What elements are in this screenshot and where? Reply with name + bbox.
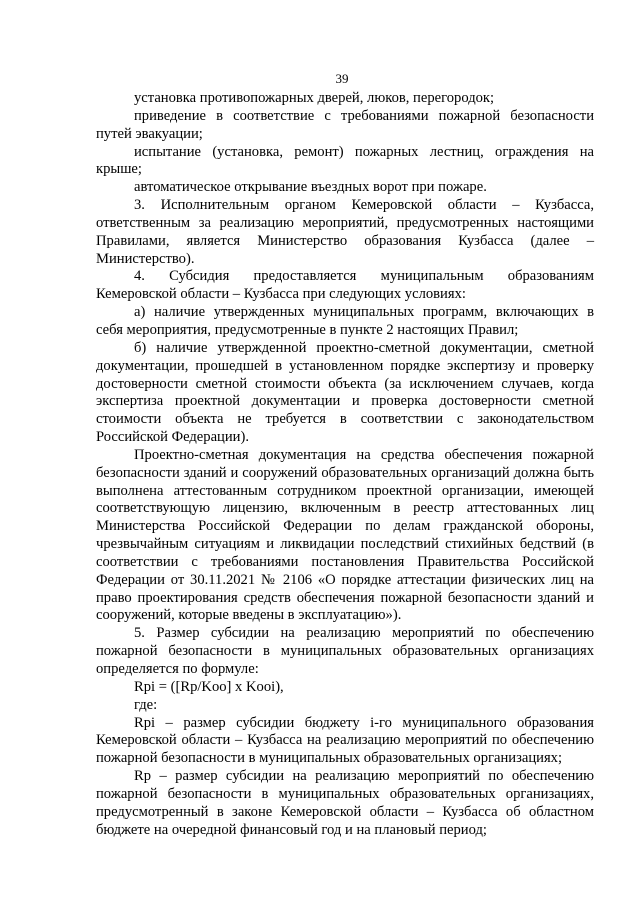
- clause-5-subsidy-size: 5. Размер субсидии на реализацию мероприятий по обеспечению пожарной безопасности в муниципальных образовательных организациях определяется по формуле:: [96, 625, 594, 677]
- list-item-automatic-gates: автоматическое открывание въездных ворот при пожаре.: [134, 179, 487, 196]
- document-body: [96, 90, 594, 839]
- clause-4-subsidy-conditions: 4. Субсидия предоставляется муниципальным образованиям Кемеровской области – Кузбасса при следующих условиях:: [96, 268, 594, 303]
- subsidy-formula: Rpi = ([Rp/Koo] x Kooi),: [134, 678, 284, 695]
- page-number: 39: [335, 71, 349, 86]
- formula-where-label: где:: [134, 696, 158, 713]
- list-item-fire-ladders: испытание (установка, ремонт) пожарных лестниц, ограждения на крыше;: [96, 143, 594, 178]
- definition-rpi: Rpi – размер субсидии бюджету i-го муниципального образования Кемеровской области – Кузбасса на реализацию мероприятий по обеспечению пожарной безопасности в муниципальных образовательных организациях;: [96, 714, 594, 767]
- definition-rp: Rp – размер субсидии на реализацию мероприятий по обеспечению пожарной безопасности в муниципальных образовательных организациях, предусмотренный в законе Кемеровской области – Кузбасса об областном бюджете на очередной финансовый год и на плановый период;: [96, 768, 594, 838]
- condition-b-project-documentation: б) наличие утвержденной проектно-сметной документации, сметной документации, прошедшей в установленном порядке экспертизу и проверку достоверности сметной стоимости объекта (за исключением случаев, когда экспертиза проектной документации и проверка достоверности сметной стоимости объекта не требуется в соответствии с законодательством Российской Федерации).: [96, 339, 594, 446]
- clause-3-executive-body: 3. Исполнительным органом Кемеровской области – Кузбасса, ответственным за реализацию мероприятий, предусмотренных настоящими Правилами, является Министерство образования Кузбасса (далее – Министерство).: [96, 197, 594, 267]
- list-item-fire-doors: установка противопожарных дверей, люков, перегородок;: [134, 90, 495, 106]
- paragraph-design-documentation: Проектно-сметная документация на средства обеспечения пожарной безопасности зданий и сооружений образовательных организаций должна быть выполнена аттестованным сотрудником проектной организации, имеющей соответствующую лицензию, включенным в реестр аттестованных лиц Министерства Российской Федерации по делам гражданской обороны, чрезвычайным ситуациям и ликвидации последствий стихийных бедствий (в соответствии с требованиями постановления Правительства Российской Федерации от 30.11.2021 № 2106 «О порядке аттестации физических лиц на право проектирования средств обеспечения пожарной безопасности зданий и сооружений, которые введены в эксплуатацию»).: [96, 446, 594, 624]
- condition-a-municipal-programs: а) наличие утвержденных муниципальных программ, включающих в себя мероприятия, предусмотренные в пункте 2 настоящих Правил;: [96, 304, 594, 338]
- list-item-evacuation-routes: приведение в соответствие с требованиями пожарной безопасности путей эвакуации;: [96, 107, 594, 142]
